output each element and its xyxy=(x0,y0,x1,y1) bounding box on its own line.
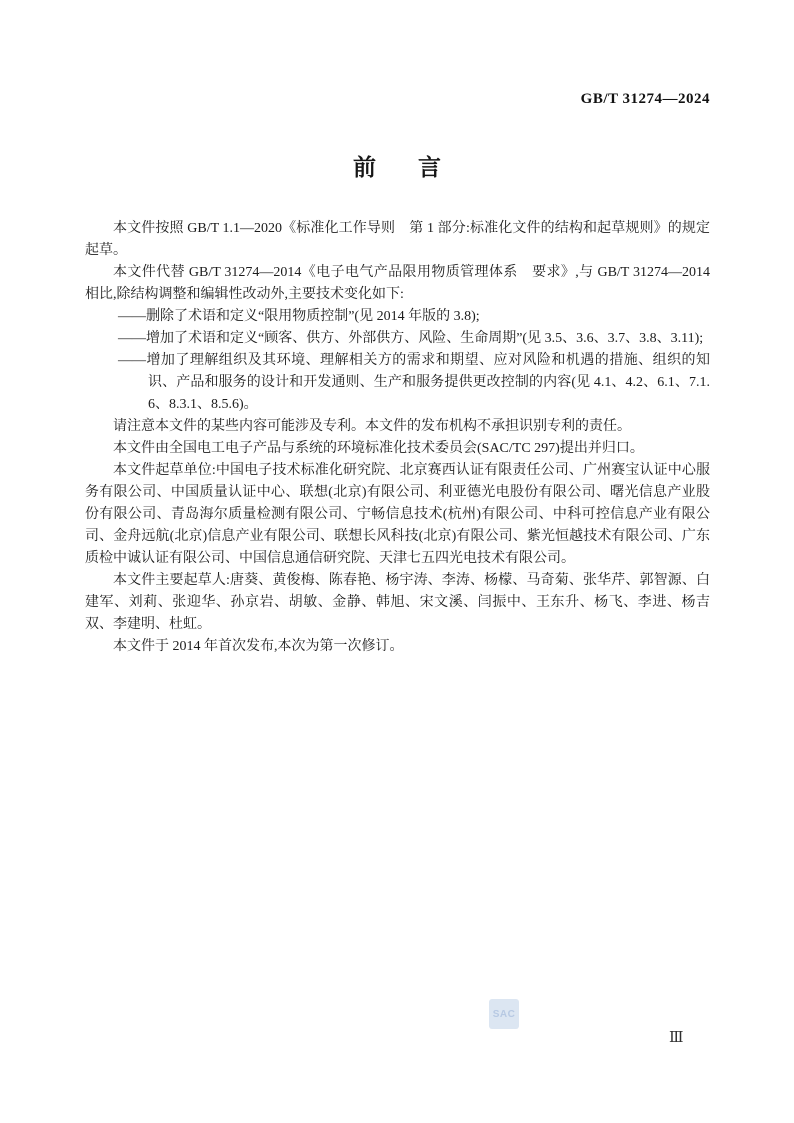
paragraph-drafters: 本文件主要起草人:唐葵、黄俊梅、陈春艳、杨宇涛、李涛、杨檬、马奇菊、张华芹、郭智源、白建军、刘莉、张迎华、孙京岩、胡敏、金静、韩旭、宋文溪、闫振中、王东升、杨飞、李进、杨吉双、李建明、杜虹。 xyxy=(85,573,710,632)
paragraph-replaces: 本文件代替 GB/T 31274—2014《电子电气产品限用物质管理体系 要求》,与 GB/T 31274—2014 相比,除结构调整和编辑性改动外,主要技术变化如下: xyxy=(85,265,710,302)
page-title-char-2: 言 xyxy=(418,155,441,180)
standard-code: GB/T 31274—2024 xyxy=(580,91,710,107)
change-item-3: ——增加了理解组织及其环境、理解相关方的需求和期望、应对风险和机遇的措施、组织的知识、产品和服务的设计和开发通则、生产和服务提供更改控制的内容(见 4.1、4.2、6.1、7.1.6、8.3.1、8.5.6)。 xyxy=(118,353,710,412)
paragraph-patent-notice: 请注意本文件的某些内容可能涉及专利。本文件的发布机构不承担识别专利的责任。 xyxy=(113,419,631,434)
paragraph-drafting-units: 本文件起草单位:中国电子技术标准化研究院、北京赛西认证有限责任公司、广州赛宝认证中心服务有限公司、中国质量认证中心、联想(北京)有限公司、利亚德光电股份有限公司、曙光信息产业股份有限公司、青岛海尔质量检测有限公司、宁畅信息技术(杭州)有限公司、中科可控信息产业有限公司、金舟远航(北京)信息产业有限公司、联想长风科技(北京)有限公司、紫光恒越技术有限公司、广东质检中诚认证有限公司、中国信息通信研究院、天津七五四光电技术有限公司。 xyxy=(85,463,710,566)
sac-watermark-text: SAC xyxy=(492,1008,516,1020)
paragraph-drafting-rule: 本文件按照 GB/T 1.1—2020《标准化工作导则 第 1 部分:标准化文件的结构和起草规则》的规定起草。 xyxy=(85,221,710,258)
sac-watermark-logo xyxy=(489,999,519,1029)
change-item-2: ——增加了术语和定义“顾客、供方、外部供方、风险、生命周期”(见 3.5、3.6、3.7、3.8、3.11); xyxy=(118,331,704,346)
change-item-1: ——删除了术语和定义“限用物质控制”(见 2014 年版的 3.8); xyxy=(118,309,480,324)
foreword-body xyxy=(85,218,710,658)
page-title-char-1: 前 xyxy=(353,155,376,180)
page-title xyxy=(0,149,794,182)
paragraph-committee: 本文件由全国电工电子产品与系统的环境标准化技术委员会(SAC/TC 297)提出并归口。 xyxy=(113,441,644,456)
paragraph-history: 本文件于 2014 年首次发布,本次为第一次修订。 xyxy=(113,639,404,654)
page-number: Ⅲ xyxy=(669,1030,684,1046)
